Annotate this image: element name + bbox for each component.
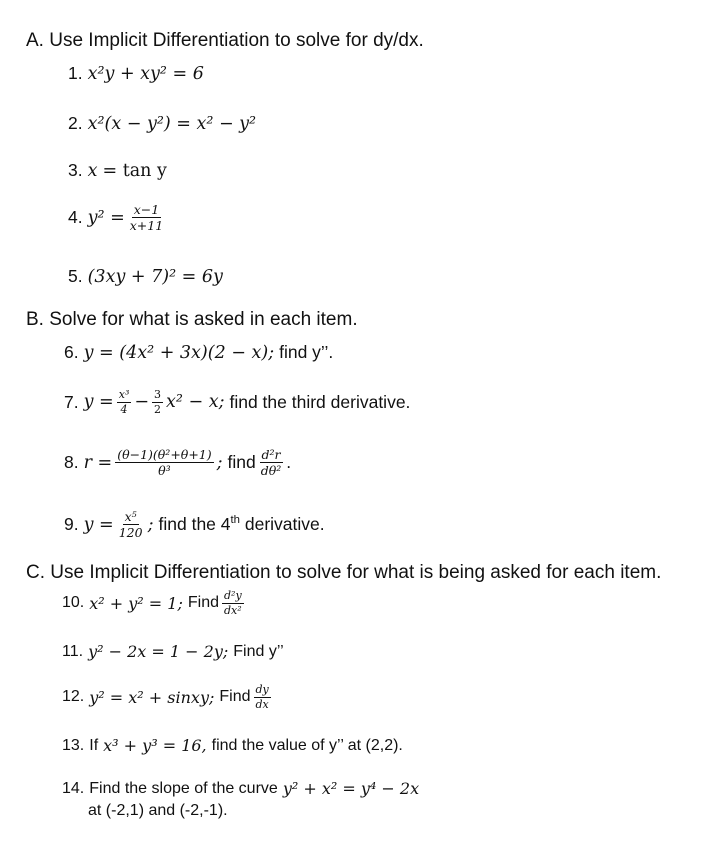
problem-7-fraction-2-numerator: 3 — [154, 388, 162, 401]
problem-14 — [62, 779, 419, 798]
problem-9-fraction — [117, 510, 145, 539]
problem-8-end: . — [286, 452, 292, 473]
problem-6-number: 6. — [64, 342, 79, 362]
problem-7-fraction-2 — [152, 389, 163, 415]
problem-13-prefix: If — [89, 736, 99, 754]
problem-11-ask: Find y’’ — [233, 642, 284, 660]
problem-10-number: 10. — [62, 594, 85, 612]
problem-10-equation: x² + y² = 1; — [89, 593, 183, 613]
problem-7-fraction-1-numerator: x³ — [118, 388, 130, 401]
problem-13 — [62, 736, 403, 755]
problem-6-equation: y = (4x² + 3x)(2 − x); — [83, 342, 275, 363]
problem-8-ask: find — [227, 452, 256, 473]
problem-7-minus: − — [134, 392, 150, 413]
problem-10 — [62, 590, 247, 616]
section-b-heading: B. Solve for what is asked in each item. — [26, 309, 358, 330]
problem-1 — [68, 63, 204, 84]
problem-1-number: 1. — [68, 63, 83, 83]
problem-11-number: 11. — [62, 642, 84, 660]
problem-5-number: 5. — [68, 266, 83, 286]
problem-8-derivative-denominator: dθ² — [260, 463, 282, 479]
problem-12-derivative-numerator: dy — [255, 683, 269, 696]
problem-2 — [68, 113, 256, 134]
problem-13-number: 13. — [62, 736, 85, 754]
problem-9-numerator: x⁵ — [124, 509, 137, 524]
problem-3-lhs: x — [87, 160, 98, 181]
problem-7-fraction-1-denominator: 4 — [120, 402, 128, 416]
problem-9-ask: find the 4th derivative. — [158, 514, 325, 535]
problem-4-fraction — [128, 203, 165, 232]
problem-14-prefix: Find the slope of the curve — [89, 779, 278, 797]
problem-14-points: at (-2,1) and (-2,-1). — [88, 802, 228, 819]
problem-7-lhs: y = — [83, 392, 114, 413]
problem-14-number: 14. — [62, 779, 85, 797]
problem-1-equation: x²y + xy² = 6 — [87, 63, 204, 84]
problem-2-number: 2. — [68, 113, 83, 133]
problem-13-ask: find the value of y’’ at (2,2). — [211, 736, 403, 754]
problem-9-number: 9. — [64, 514, 79, 535]
problem-2-equation: x²(x − y²) = x² − y² — [87, 113, 257, 134]
problem-12-derivative — [254, 684, 271, 710]
problem-7-fraction-1 — [117, 389, 132, 415]
problem-5-equation: (3xy + 7)² = 6y — [87, 266, 223, 287]
problem-7-ask: find the third derivative. — [229, 391, 411, 412]
problem-3 — [68, 160, 167, 181]
problem-12-ask: Find — [219, 688, 251, 706]
problem-10-derivative — [222, 590, 244, 616]
section-a-heading: A. Use Implicit Differentiation to solve for dy/dx. — [26, 30, 424, 51]
problem-10-derivative-numerator: d²y — [224, 589, 242, 602]
problem-10-ask: Find — [187, 594, 219, 612]
problem-7-number: 7. — [64, 391, 79, 412]
problem-12-equation: y² = x² + sinxy; — [89, 687, 215, 707]
problem-8-number: 8. — [64, 452, 79, 473]
problem-4 — [68, 203, 168, 232]
problem-8-lhs: r = — [83, 452, 113, 473]
problem-11-equation: y² − 2x = 1 − 2y; — [88, 642, 229, 661]
problem-9-semicolon: ; — [147, 514, 154, 535]
problem-8-fraction — [115, 448, 213, 477]
problem-13-equation: x³ + y³ = 16, — [103, 736, 207, 755]
problem-8-semicolon: ; — [216, 452, 223, 473]
problem-7 — [64, 389, 410, 415]
problem-14-equation: y² + x² = y⁴ − 2x — [282, 779, 420, 798]
problem-8-denominator: θ³ — [158, 463, 171, 479]
problem-12-derivative-denominator: dx — [255, 697, 269, 711]
problem-9 — [64, 510, 325, 539]
problem-4-number: 4. — [68, 207, 83, 228]
problem-6-ask: find y’’. — [279, 342, 334, 362]
problem-5 — [68, 266, 223, 287]
problem-4-numerator: x−1 — [133, 202, 160, 217]
problem-11 — [62, 642, 284, 661]
problem-3-rhs: = tan y — [102, 160, 167, 181]
problem-12-number: 12. — [62, 688, 85, 706]
problem-4-lhs: y² = — [87, 207, 125, 228]
problem-10-derivative-denominator: dx² — [224, 603, 242, 617]
problem-8-derivative-numerator: d²r — [261, 447, 281, 462]
problem-9-lhs: y = — [83, 514, 114, 535]
problem-3-number: 3. — [68, 160, 83, 180]
problem-9-denominator: 120 — [118, 525, 143, 541]
problem-8-derivative — [259, 448, 284, 477]
problem-8-numerator: (θ−1)(θ²+θ+1) — [117, 447, 212, 462]
problem-8 — [64, 448, 291, 477]
problem-12 — [62, 684, 274, 710]
problem-6 — [64, 342, 333, 363]
problem-7-fraction-2-denominator: 2 — [154, 402, 162, 416]
section-c-heading: C. Use Implicit Differentiation to solve for what is being asked for each item. — [26, 562, 662, 583]
problem-4-denominator: x+11 — [129, 218, 164, 234]
problem-7-rest: x² − x; — [166, 392, 225, 413]
